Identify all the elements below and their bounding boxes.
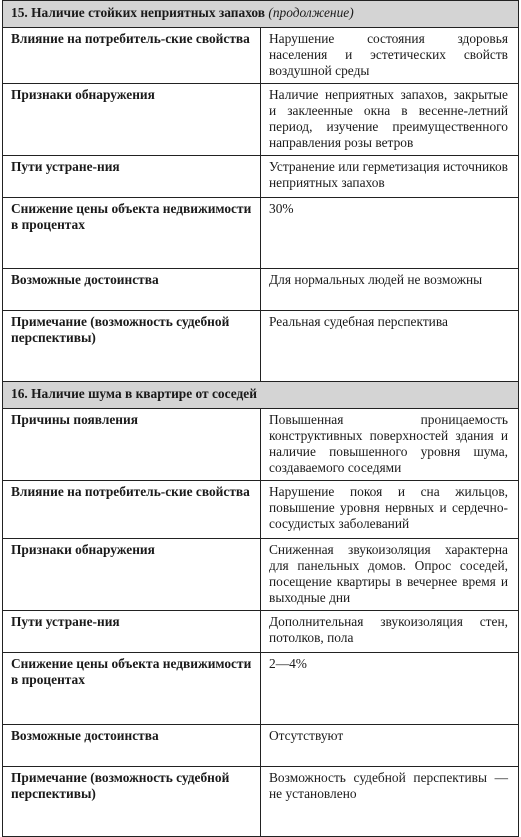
row-value: Нарушение покоя и сна жильцов, повышение уровня нервных и сердечно-сосудистых заболеваний: [261, 481, 519, 539]
row-label: Влияние на потребитель-ские свойства: [3, 481, 261, 539]
section-header-15: [3, 1, 519, 28]
table-row: [3, 653, 519, 725]
document-page: [2, 0, 519, 837]
table-row: [3, 611, 519, 653]
row-label: Снижение цены объекта недвижимости в процентах: [3, 653, 261, 725]
section-title-suffix: (продолжение): [268, 5, 354, 20]
table-row: [3, 767, 519, 837]
defects-table: [2, 0, 519, 837]
row-label: Возможные достоинства: [3, 725, 261, 767]
row-label: Влияние на потребитель-ские свойства: [3, 28, 261, 84]
row-label: Примечание (возможность судебной перспективы): [3, 311, 261, 382]
row-value: Нарушение состояния здоровья населения и эстетических свойств воздушной среды: [261, 28, 519, 84]
table-row: [3, 409, 519, 481]
row-value: Сниженная звукоизоляция характерна для панельных домов. Опрос соседей, посещение квартиры в вечернее время и выходные дни: [261, 539, 519, 611]
row-value: Реальная судебная перспектива: [261, 311, 519, 382]
section-title-cell: [3, 1, 519, 28]
row-value: 2—4%: [261, 653, 519, 725]
table-row: [3, 269, 519, 311]
section-title: 15. Наличие стойких неприятных запахов: [11, 5, 265, 20]
row-value: Дополнительная звукоизоляция стен, потолков, пола: [261, 611, 519, 653]
row-value: Устранение или герметизация источников неприятных запахов: [261, 156, 519, 198]
table-row: [3, 84, 519, 156]
row-label: Снижение цены объекта недвижимости в процентах: [3, 198, 261, 269]
row-label: Пути устране-ния: [3, 611, 261, 653]
row-label: Пути устране-ния: [3, 156, 261, 198]
row-label: Признаки обнаружения: [3, 84, 261, 156]
table-row: [3, 725, 519, 767]
section-title: 16. Наличие шума в квартире от соседей: [11, 386, 257, 401]
table-row: [3, 198, 519, 269]
table-row: [3, 539, 519, 611]
row-label: Возможные достоинства: [3, 269, 261, 311]
table-row: [3, 156, 519, 198]
row-value: Возможность судебной перспективы — не установлено: [261, 767, 519, 837]
row-value: Отсутствуют: [261, 725, 519, 767]
table-row: [3, 311, 519, 382]
row-value: 30%: [261, 198, 519, 269]
row-value: Для нормальных людей не возможны: [261, 269, 519, 311]
section-title-cell: [3, 382, 519, 409]
row-label: Примечание (возможность судебной перспективы): [3, 767, 261, 837]
section-header-16: [3, 382, 519, 409]
table-row: [3, 28, 519, 84]
row-value: Наличие неприятных запахов, закрытые и заклеенные окна в весенне-летний период, изучение преимущественного направления розы ветров: [261, 84, 519, 156]
row-label: Причины появления: [3, 409, 261, 481]
table-row: [3, 481, 519, 539]
row-label: Признаки обнаружения: [3, 539, 261, 611]
row-value: Повышенная проницаемость конструктивных поверхностей здания и наличие повышенного уровня шума, создаваемого соседями: [261, 409, 519, 481]
